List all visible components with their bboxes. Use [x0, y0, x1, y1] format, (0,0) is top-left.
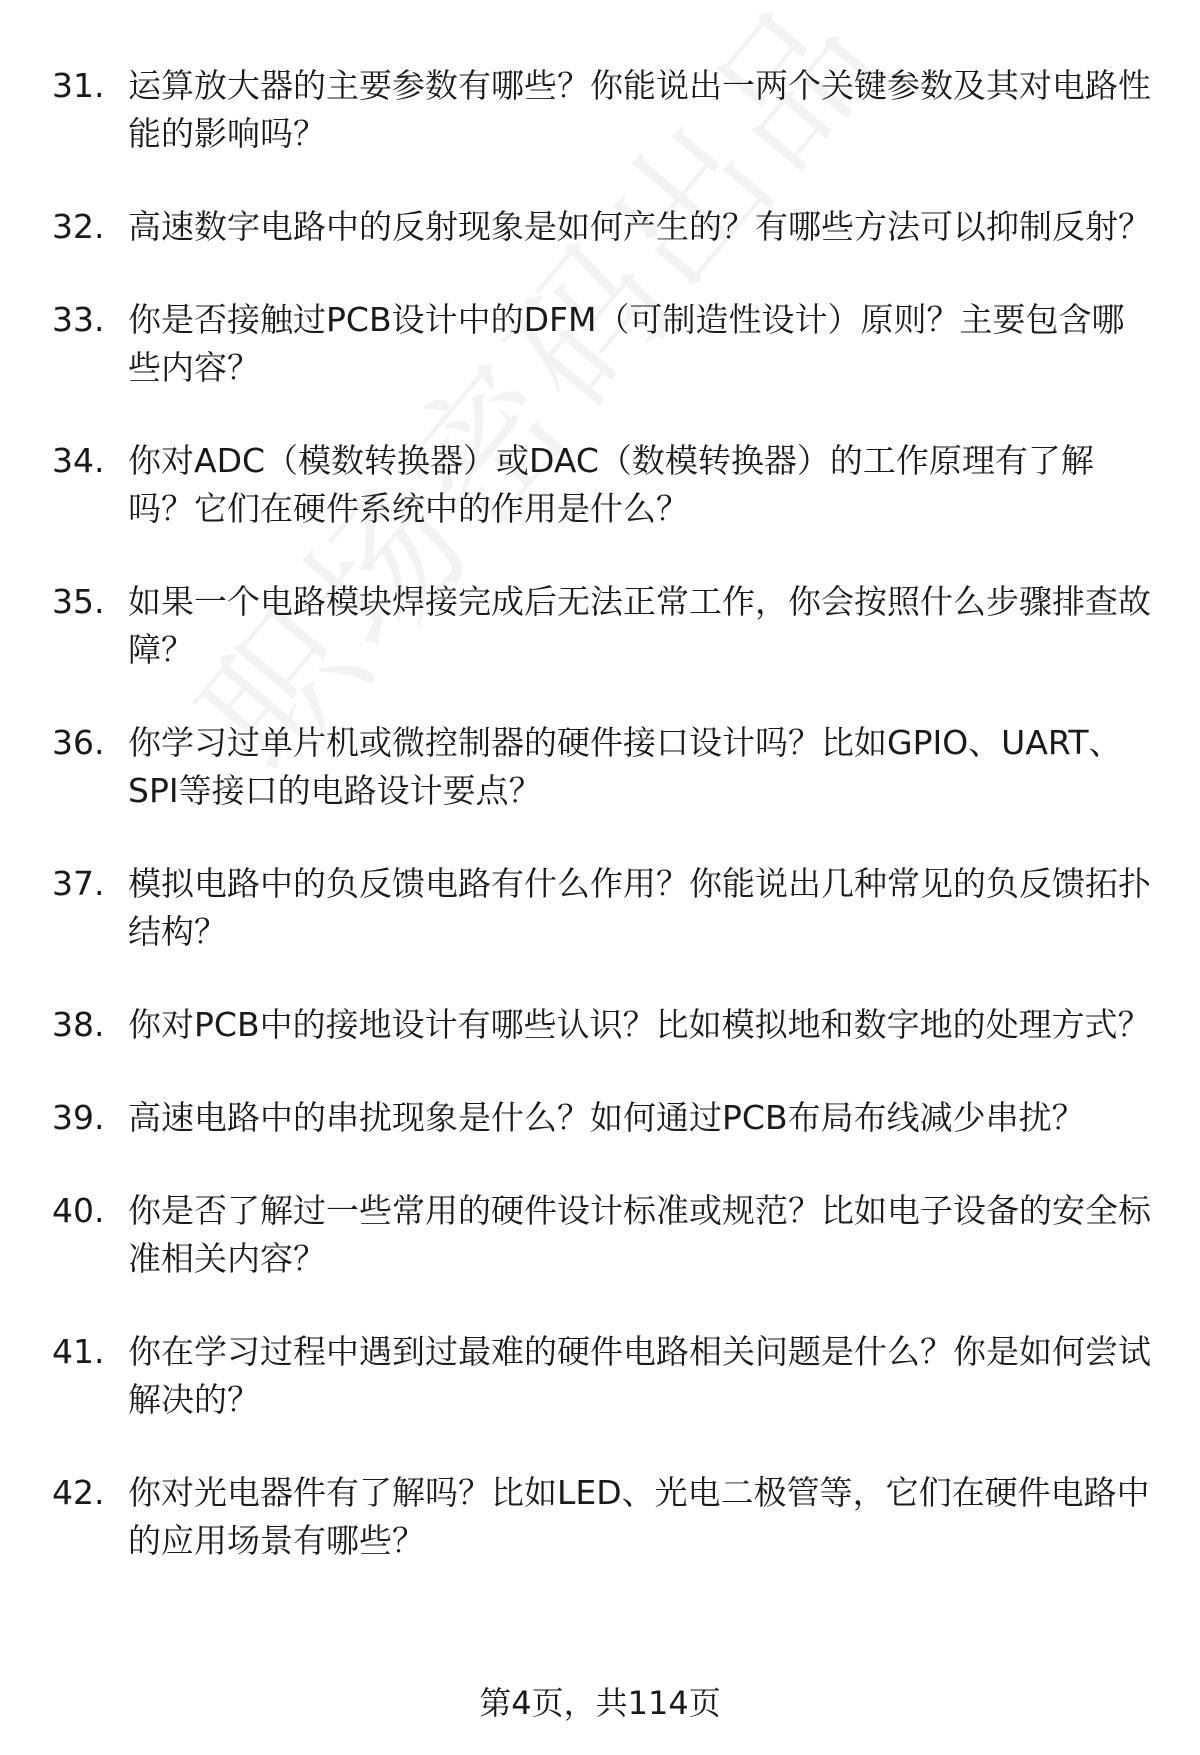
question-number: 37. [52, 864, 105, 903]
question-item [52, 860, 1152, 956]
question-item [52, 437, 1152, 533]
question-item [52, 719, 1152, 815]
question-list [52, 62, 1152, 1610]
question-item [52, 203, 1152, 251]
question-number: 35. [52, 582, 105, 621]
question-item [52, 62, 1152, 158]
question-item [52, 1328, 1152, 1424]
question-text: 如果一个电路模块焊接完成后无法正常工作，你会按照什么步骤排查故障？ [128, 582, 1151, 669]
question-text: 运算放大器的主要参数有哪些？你能说出一两个关键参数及其对电路性能的影响吗？ [128, 66, 1151, 153]
question-text: 你对PCB中的接地设计有哪些认识？比如模拟地和数字地的处理方式？ [128, 1005, 1151, 1044]
question-number: 33. [52, 300, 105, 339]
question-text: 高速电路中的串扰现象是什么？如何通过PCB布局布线减少串扰？ [128, 1098, 1085, 1137]
question-item [52, 578, 1152, 674]
question-item [52, 1469, 1152, 1565]
question-text: 你对ADC（模数转换器）或DAC（数模转换器）的工作原理有了解吗？它们在硬件系统中的作用是什么？ [128, 441, 1094, 528]
question-text: 你在学习过程中遇到过最难的硬件电路相关问题是什么？你是如何尝试解决的？ [128, 1332, 1151, 1419]
question-number: 36. [52, 723, 105, 762]
question-text: 你对光电器件有了解吗？比如LED、光电二极管等，它们在硬件电路中的应用场景有哪些？ [128, 1473, 1150, 1560]
question-number: 40. [52, 1191, 105, 1230]
question-text: 你学习过单片机或微控制器的硬件接口设计吗？比如GPIO、UART、SPI等接口的电路设计要点？ [128, 723, 1122, 810]
question-text: 你是否了解过一些常用的硬件设计标准或规范？比如电子设备的安全标准相关内容？ [128, 1191, 1151, 1278]
question-item [52, 1001, 1152, 1049]
question-number: 31. [52, 66, 105, 105]
question-number: 34. [52, 441, 105, 480]
question-number: 32. [52, 207, 105, 246]
page-footer [0, 1683, 1200, 1723]
question-item [52, 296, 1152, 392]
question-text: 你是否接触过PCB设计中的DFM（可制造性设计）原则？主要包含哪些内容？ [128, 300, 1125, 387]
question-item [52, 1094, 1152, 1142]
question-text: 模拟电路中的负反馈电路有什么作用？你能说出几种常见的负反馈拓扑结构？ [128, 864, 1151, 951]
question-number: 39. [52, 1098, 105, 1137]
question-number: 41. [52, 1332, 105, 1371]
question-number: 42. [52, 1473, 105, 1512]
question-text: 高速数字电路中的反射现象是如何产生的？有哪些方法可以抑制反射？ [128, 207, 1151, 246]
question-number: 38. [52, 1005, 105, 1044]
question-item [52, 1187, 1152, 1283]
page-number-label: 第4页，共114页 [479, 1684, 721, 1722]
